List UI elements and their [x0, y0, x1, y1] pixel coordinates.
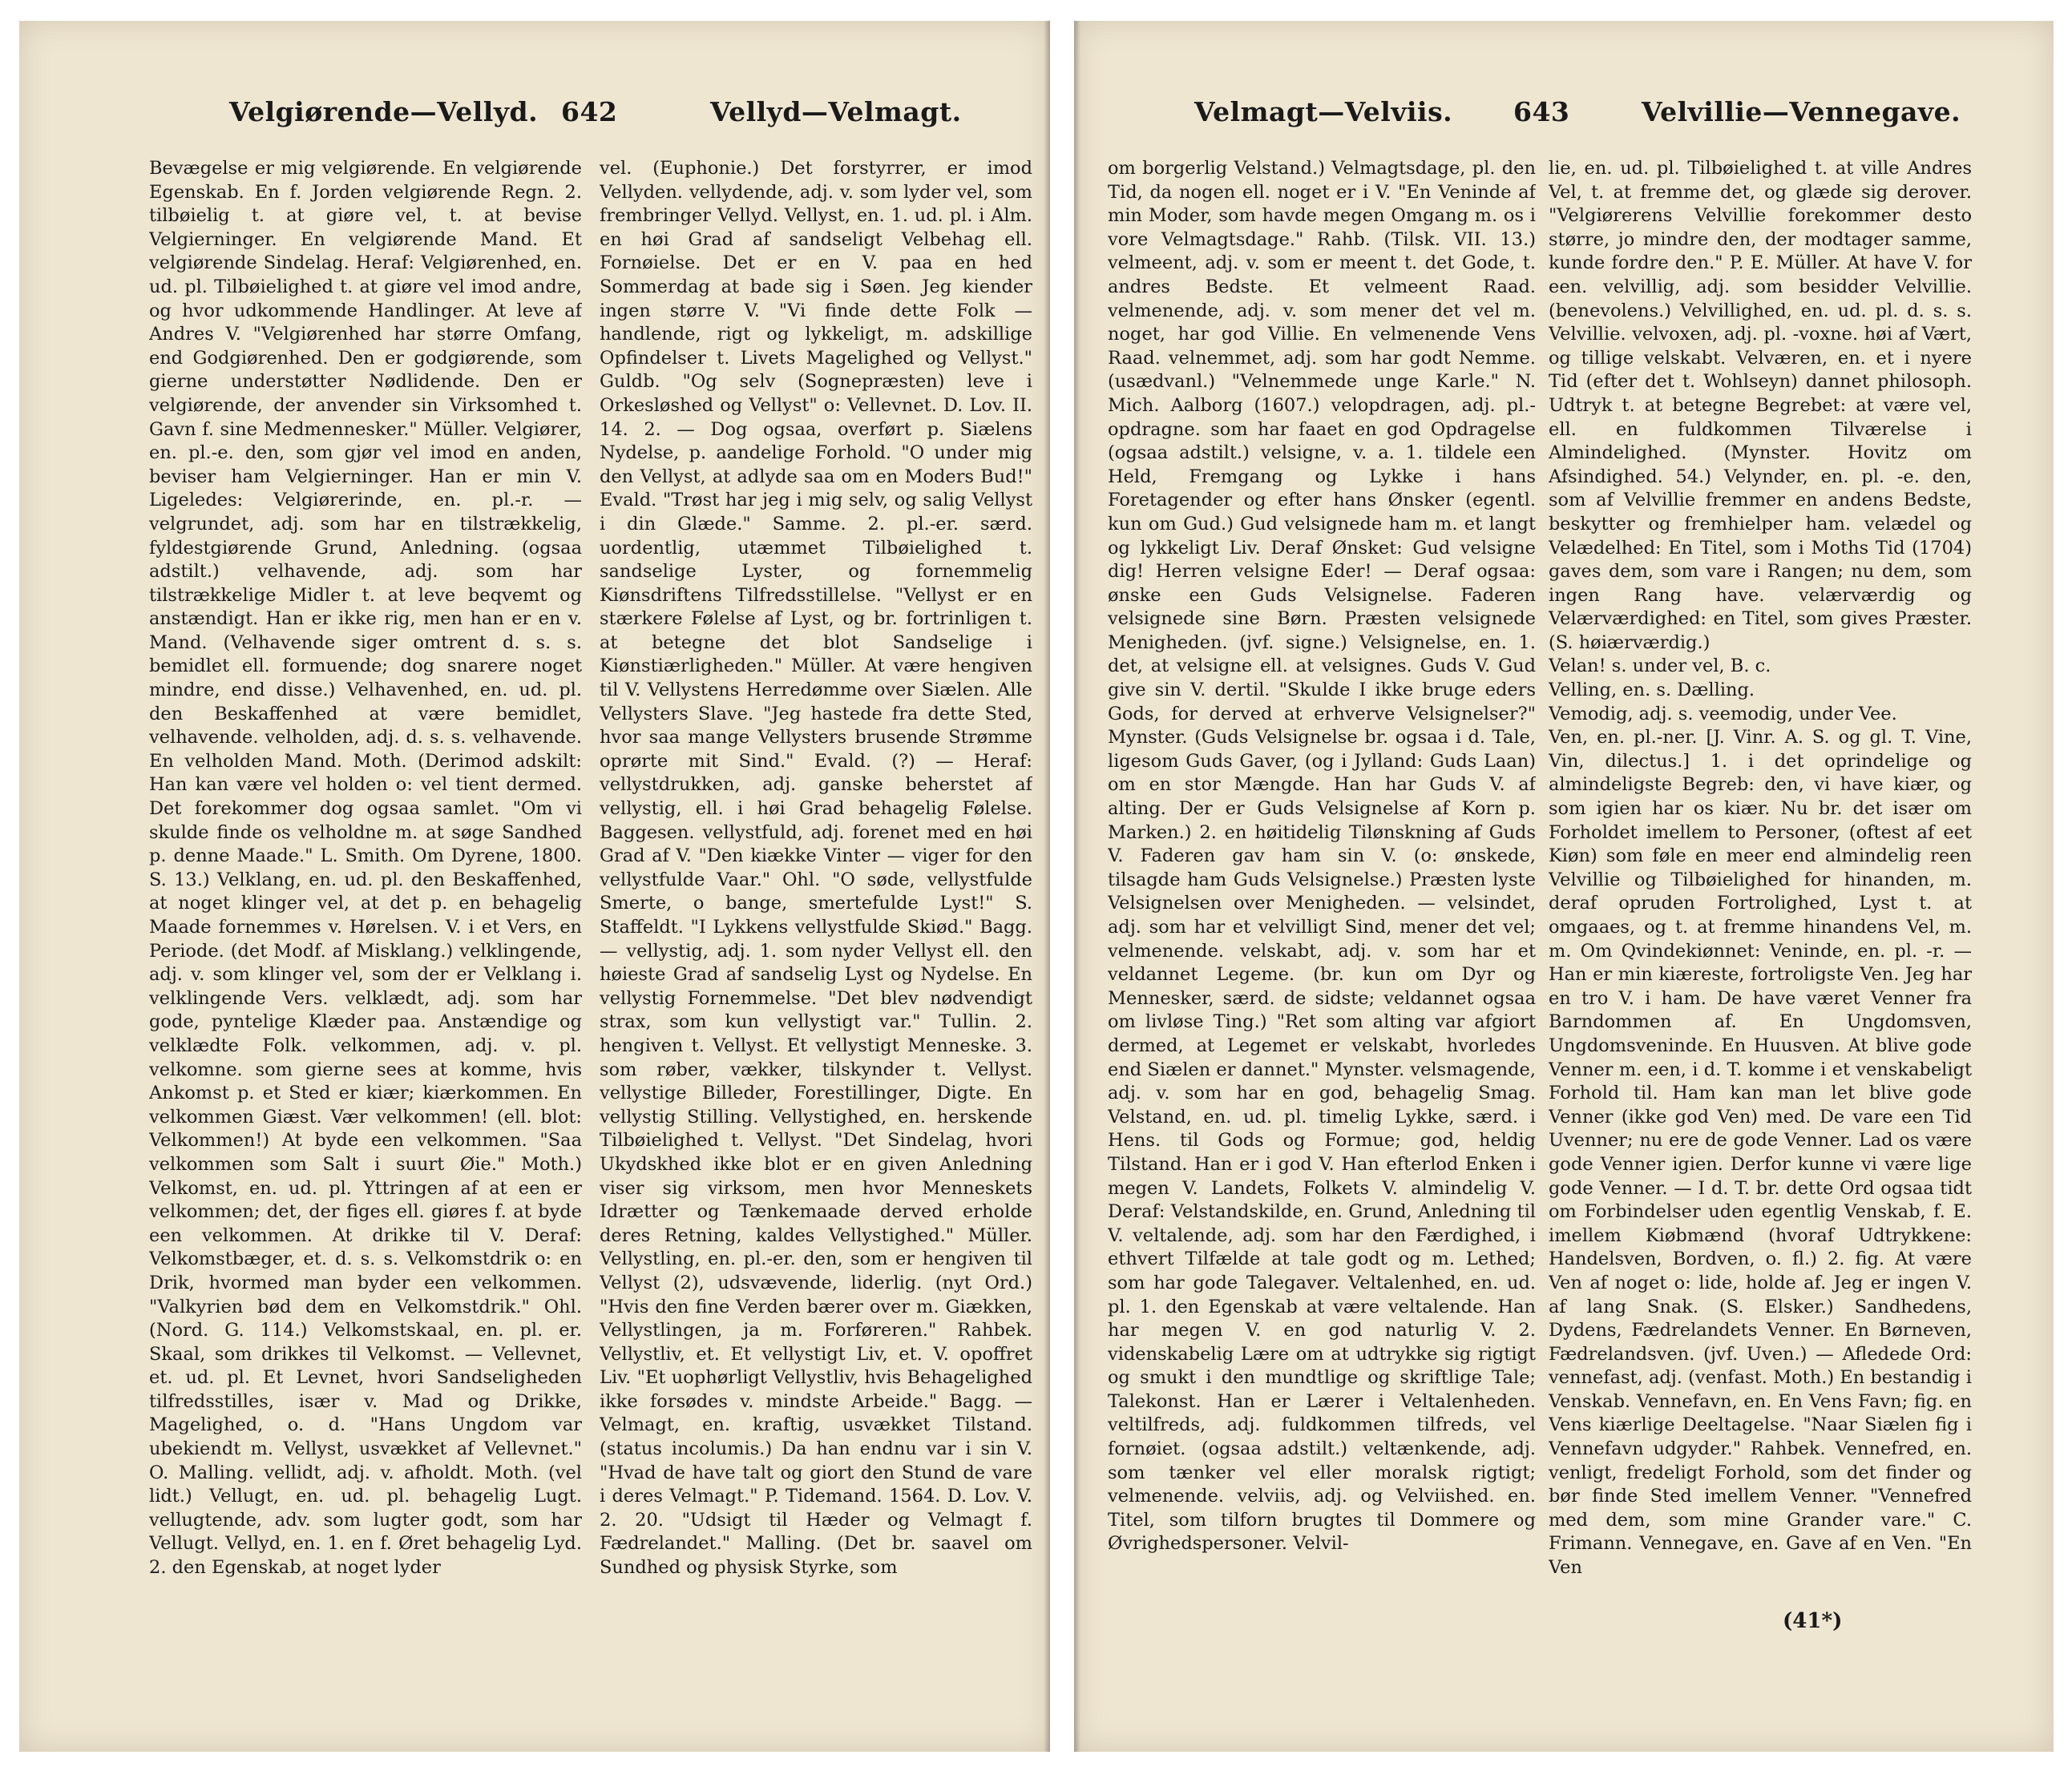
signature-mark: (41*) [1783, 1609, 1843, 1633]
left-page [19, 21, 1050, 1752]
header-guide-word-left: Velmagt—Velviis. [1194, 96, 1453, 127]
column-text: om borgerlig Velstand.) Velmagtsdage, pl. den Tid, da nogen ell. noget er i V. "En Veninde af min Moder, som havde megen Omgang m. os i vore Velmagtsdage." Rahb. (Tilsk. VII. 13.) velmeent, adj. v. som er meent t. det Gode, t. andres Bedste. Et velmeent Raad. velmenende, adj. v. som mener det vel m. noget, har god Villie. En velmenende Vens Raad. velnemmet, adj. som har godt Nemme. (usædvanl.) "Velnemmede unge Karle." N. Mich. Aalborg (1607.) velopdragen, adj. pl.-opdragne. som har faaet en god Opdragelse (ogsaa adstilt.) velsigne, v. a. 1. tildele een Held, Fremgang og Lykke i hans Foretagender og efter hans Ønsker (egentl. kun om Gud.) Gud velsignede ham m. et langt og lykkeligt Liv. Deraf Ønsket: Gud velsigne dig! Herren velsigne Eder! — Deraf ogsaa: ønske een Guds Velsignelse. Faderen velsignede sine Børn. Præsten velsignede Menigheden. (jvf. signe.) Velsignelse, en. 1. det, at velsigne ell. at velsignes. Guds V. Gud give sin V. dertil. "Skulde I ikke bruge eders Gods, for derved at erhverve Velsignelser?" Mynster. (Guds Velsignelse br. ogsaa i d. Tale, ligesom Guds Gaver, (og i Jylland: Guds Laan) om en stor Mængde. Han har Guds V. af alting. Der er Guds Velsignelse af Korn p. Marken.) 2. en høitidelig Tilønskning af Guds V. Faderen gav ham sin V. (o: ønskede, tilsagde ham Guds Velsignelse.) Præsten lyste Velsignelsen over Menigheden. — velsindet, adj. som har et velvilligt Sind, mener det vel; velmenende. velskabt, adj. v. som har et veldannet Legeme. (br. kun om Dyr og Mennesker, særd. de sidste; veldannet ogsaa om livløse Ting.) "Ret som alting var afgiort dermed, at Legemet er velskabt, hvorledes end Siælen er dannet." Mynster. velsmagende, adj. v. som har en god, behagelig Smag. Velstand, en. ud. pl. timelig Lykke, særd. i Hens. til Gods og Formue; god, heldig Tilstand. Han er i god V. Han efterlod Enken i megen V. Landets, Folkets V. almindelig V. Deraf: Velstandskilde, en. Grund, Anledning til V. veltalende, adj. som har den Færdighed, i ethvert Tilfælde at tale godt og m. Lethed; som har gode Talegaver. Veltalenhed, en. ud. pl. 1. den Egenskab at være veltalende. Han har megen V. en god naturlig V. 2. videnskabelig Lære om at udtrykke sig rigtigt og smukt i den mundtlige og skriftlige Tale; Talekonst. Han er Lærer i Veltalenheden. veltilfreds, adj. fuldkommen tilfreds, vel fornøiet. (ogsaa adstilt.) veltænkende, adj. som tænker vel eller moralsk rigtigt; velmenende. velviis, adj. og Velviished. en. Titel, som tilforn brugtes til Dommere og Øvrighedspersoner. Velvil- [1108, 158, 1536, 1555]
page-number: 642 [561, 96, 618, 127]
running-header [1074, 96, 2054, 136]
right-page [1074, 21, 2054, 1752]
column-text: Bevægelse er mig velgiørende. En velgiørende Egenskab. En f. Jorden velgiørende Regn. 2. tilbøielig t. at giøre vel, t. at bevise Velgierninger. En velgiørende Mand. Et velgiørende Sindelag. Heraf: Velgiørenhed, en. ud. pl. Tilbøielighed t. at giøre vel imod andre, og hvor udkommende Handlinger. At leve af Andres V. "Velgiørenhed har større Omfang, end Godgiørenhed. Den er godgiørende, som gierne understøtter Nødlidende. Den er velgiørende, der anvender sin Virksomhed t. Gavn f. sine Medmennesker." Müller. Velgiører, en. pl.-e. den, som gjør vel imod en anden, beviser ham Velgierninger. Han er min V. Ligeledes: Velgiørerinde, en. pl.-r. — velgrundet, adj. som har en tilstrækkelig, fyldestgiørende Grund, Anledning. (ogsaa adstilt.) velhavende, adj. som har tilstrækkelige Midler t. at leve beqvemt og anstændigt. Han er ikke rig, men han er en v. Mand. (Velhavende siger omtrent d. s. s. bemidlet ell. formuende; dog snarere noget mindre, end disse.) Velhavenhed, en. ud. pl. den Beskaffenhed at være bemidlet, velhavende. velholden, adj. d. s. s. velhavende. En velholden Mand. Moth. (Derimod adskilt: Han kan være vel holden o: vel tient dermed. Det forekommer dog ogsaa samlet. "Om vi skulde finde os velholdne m. at søge Sandhed p. denne Maade." L. Smith. Om Dyrene, 1800. S. 13.) Velklang, en. ud. pl. den Beskaffenhed, at noget klinger vel, at det p. en behagelig Maade fornemmes v. Hørelsen. V. i et Vers, en Periode. (det Modf. af Misklang.) velklingende, adj. v. som klinger vel, som der er Velklang i. velklingende Vers. velklædt, adj. som har gode, pyntelige Klæder paa. Anstændige og velklædte Folk. velkommen, adj. v. pl. velkomne. som gierne sees at komme, hvis Ankomst p. et Sted er kiær; kiærkommen. En velkommen Giæst. Vær velkommen! (ell. blot: Velkommen!) At byde een velkommen. "Saa velkommen som Salt i suurt Øie." Moth.) Velkomst, en. ud. pl. Yttringen af at een er velkommen; det, der figes ell. giøres f. at byde een velkommen. At drikke til V. Deraf: Velkomstbæger, et. d. s. s. Velkomstdrik o: en Drik, hvormed man byder een velkommen. "Valkyrien bød dem en Velkomstdrik." Ohl. (Nord. G. 114.) Velkomstskaal, en. pl. er. Skaal, som drikkes til Velkomst. — Vellevnet, et. ud. pl. Et Levnet, hvori Sandseligheden tilfredsstilles, især v. Mad og Drikke, Magelighed, o. d. "Hans Ungdom var ubekiendt m. Vellyst, usvækket af Vellevnet." O. Malling. vellidt, adj. v. afholdt. Moth. (vel lidt.) Vellugt, en. ud. pl. behagelig Lugt. vellugtende, adv. som lugter godt, som har Vellugt. Vellyd, en. 1. en f. Øret behagelig Lyd. 2. den Egenskab, at noget lyder [149, 158, 582, 1579]
page-gutter-shadow [1074, 21, 1080, 1752]
header-guide-word-right: Velvillie—Vennegave. [1642, 96, 1961, 127]
text-column-right [600, 157, 1032, 1680]
header-guide-word-left: Velgiørende—Vellyd. [229, 96, 539, 127]
column-text: vel. (Euphonie.) Det forstyrrer, er imod Vellyden. vellydende, adj. v. som lyder vel, som frembringer Vellyd. Vellyst, en. 1. ud. pl. i Alm. en høi Grad af sandseligt Velbehag ell. Fornøielse. Det er en V. paa en hed Sommerdag at bade sig i Søen. Jeg kiender ingen større V. "Vi finde dette Folk — handlende, rigt og lykkeligt, m. adskillige Opfindelser t. Livets Magelighed og Vellyst." Guldb. "Og selv (Sognepræsten) leve i Orkesløshed og Vellyst" o: Vellevnet. D. Lov. II. 14. 2. — Dog ogsaa, overført p. Siælens Nydelse, p. aandelige Forhold. "O under mig den Vellyst, at adlyde saa om en Moders Bud!" Evald. "Trøst har jeg i mig selv, og salig Vellyst i din Glæde." Samme. 2. pl.-er. særd. uordentlig, utæmmet Tilbøielighed t. sandselige Lyster, og fornemmelig Kiønsdriftens Tilfredsstillelse. "Vellyst er en stærkere Følelse af Lyst, og br. fortrinligen t. at betegne det blot Sandselige i Kiønstiærligheden." Müller. At være hengiven til V. Vellystens Herredømme over Siælen. Alle Vellysters Slave. "Jeg hastede fra dette Sted, hvor saa mange Vellysters brusende Strømme oprørte mit Sind." Evald. (?) — Heraf: vellystdrukken, adj. ganske beherstet af vellystig, ell. i høi Grad behagelig Følelse. Baggesen. vellystfuld, adj. forenet med en høi Grad af V. "Den kiække Vinter — viger for den vellystfulde Vaar." Ohl. "O søde, vellystfulde Smerte, o bange, smertefulde Lyst!" S. Staffeldt. "I Lykkens vellystfulde Skiød." Bagg. — vellystig, adj. 1. som nyder Vellyst ell. den høieste Grad af sandselig Lyst og Nydelse. En vellystig Fornemmelse. "Det blev nødvendigt strax, som kun vellystigt var." Tullin. 2. hengiven t. Vellyst. Et vellystigt Menneske. 3. som røber, vækker, tilskynder t. Vellyst. vellystige Billeder, Forestillinger, Digte. En vellystig Stilling. Vellystighed, en. herskende Tilbøielighed t. Vellyst. "Det Sindelag, hvori Ukydskhed ikke blot er en given Anledning viser sig virksom, men hvor Menneskets Idrætter og Tænkemaade derved erholde deres Retning, kaldes Vellystighed." Müller. Vellystling, en. pl.-er. den, som er hengiven til Vellyst (2), udsvævende, liderlig. (nyt Ord.) "Hvis den fine Verden bærer over m. Giækken, Vellystlingen, ja m. Forføreren." Rahbek. Vellystliv, et. Et vellystigt Liv, et. V. opoffret Liv. "Et uophørligt Vellystliv, hvis Behagelighed ikke forsødes v. mindste Arbeide." Bagg. — Velmagt, en. kraftig, usvækket Tilstand. (status incolumis.) Da han endnu var i sin V. "Hvad de have talt og giort den Stund de vare i deres Velmagt." P. Tidemand. 1564. D. Lov. V. 2. 20. "Udsigt til Hæder og Velmagt f. Fædrelandet." Malling. (Det br. saavel om Sundhed og physisk Styrke, som [600, 158, 1032, 1579]
text-column-left [1108, 157, 1536, 1664]
page-number: 643 [1513, 96, 1570, 127]
text-column-left [149, 157, 582, 1680]
column-text: lie, en. ud. pl. Tilbøielighed t. at ville Andres Vel, t. at fremme det, og glæde sig derover. "Velgiørerens Velvillie forekommer desto større, jo mindre den, der modtager samme, kunde fordre den." P. E. Müller. At have V. for een. velvillig, adj. som besidder Velvillie. (benevolens.) Velvillighed, en. ud. pl. d. s. s. Velvillie. velvoxen, adj. pl. -voxne. høi af Vært, og tillige velskabt. Velværen, en. et i nyere Tid (efter det t. Wohlseyn) dannet philosoph. Udtryk t. at betegne Begrebet: at være vel, ell. en fuldkommen Tilværelse i Almindelighed. (Mynster. Hovitz om Afsindighed. 54.) Velynder, en. pl. -e. den, som af Velvillie fremmer en andens Bedste, beskytter og fremhielper ham. velædel og Velædelhed: En Titel, som i Moths Tid (1704) gaves dem, som vare i Rangen; nu dem, som ingen Rang have. velærværdig og Velærværdighed: en Titel, som gives Præster. (S. høiærværdig.) Velan! s. under vel, B. c. Velling, en. s. Dælling. Vemodig, adj. s. veemodig, under Vee. Ven, en. pl.-ner. [J. Vinr. A. S. og gl. T. Vine, Vin, dilectus.] 1. i det oprindelige og almindeligste Begreb: den, vi have kiær, og som igien har os kiær. Nu br. det især om Forholdet imellem to Personer, (oftest af eet Kiøn) som føle en meer end almindelig reen Velvillie og Tilbøielighed for hinanden, m. deraf opruden Fortrolighed, Lyst t. at omgaaes, og t. at fremme hinandens Vel, m. m. Om Qvindekiønnet: Veninde, en. pl. -r. — Han er min kiæreste, fortroligste Ven. Jeg har en tro V. i ham. De have været Venner fra Barndommen af. En Ungdomsven, Ungdomsveninde. En Huusven. At blive gode Venner m. een, i d. T. komme i et venskabeligt Forhold til. Ham kan man let blive gode Venner (ikke god Ven) med. De vare een Tid Uvenner; nu ere de gode Venner. Lad os være gode Venner igien. Derfor kunne vi være lige gode Venner. — I d. T. br. dette Ord ogsaa tidt om Forbindelser uden egentlig Venskab, f. E. imellem Kiøbmænd (hvoraf Udtrykkene: Handelsven, Bordven, o. fl.) 2. fig. At være Ven af noget o: lide, holde af. Jeg er ingen V. af lang Snak. (S. Elsker.) Sandhedens, Dydens, Fædrelandets Venner. En Børneven, Fædrelandsven. (jvf. Uven.) — Afledede Ord: vennefast, adj. (venfast. Moth.) En bestandig i Venskab. Vennefavn, en. En Vens Favn; fig. en Vens kiærlige Deeltagelse. "Naar Siælen fig i Vennefavn udgyder." Rahbek. Vennefred, en. venligt, fredeligt Forhold, som det finder og bør finde Sted imellem Venner. "Vennefred med dem, som mine Grander vare." C. Frimann. Vennegave, en. Gave af en Ven. "En Ven [1549, 158, 1972, 1579]
text-column-right [1549, 157, 1972, 1600]
running-header [19, 96, 1050, 136]
header-guide-word-right: Vellyd—Velmagt. [710, 96, 962, 127]
page-gutter-shadow [1044, 21, 1050, 1752]
